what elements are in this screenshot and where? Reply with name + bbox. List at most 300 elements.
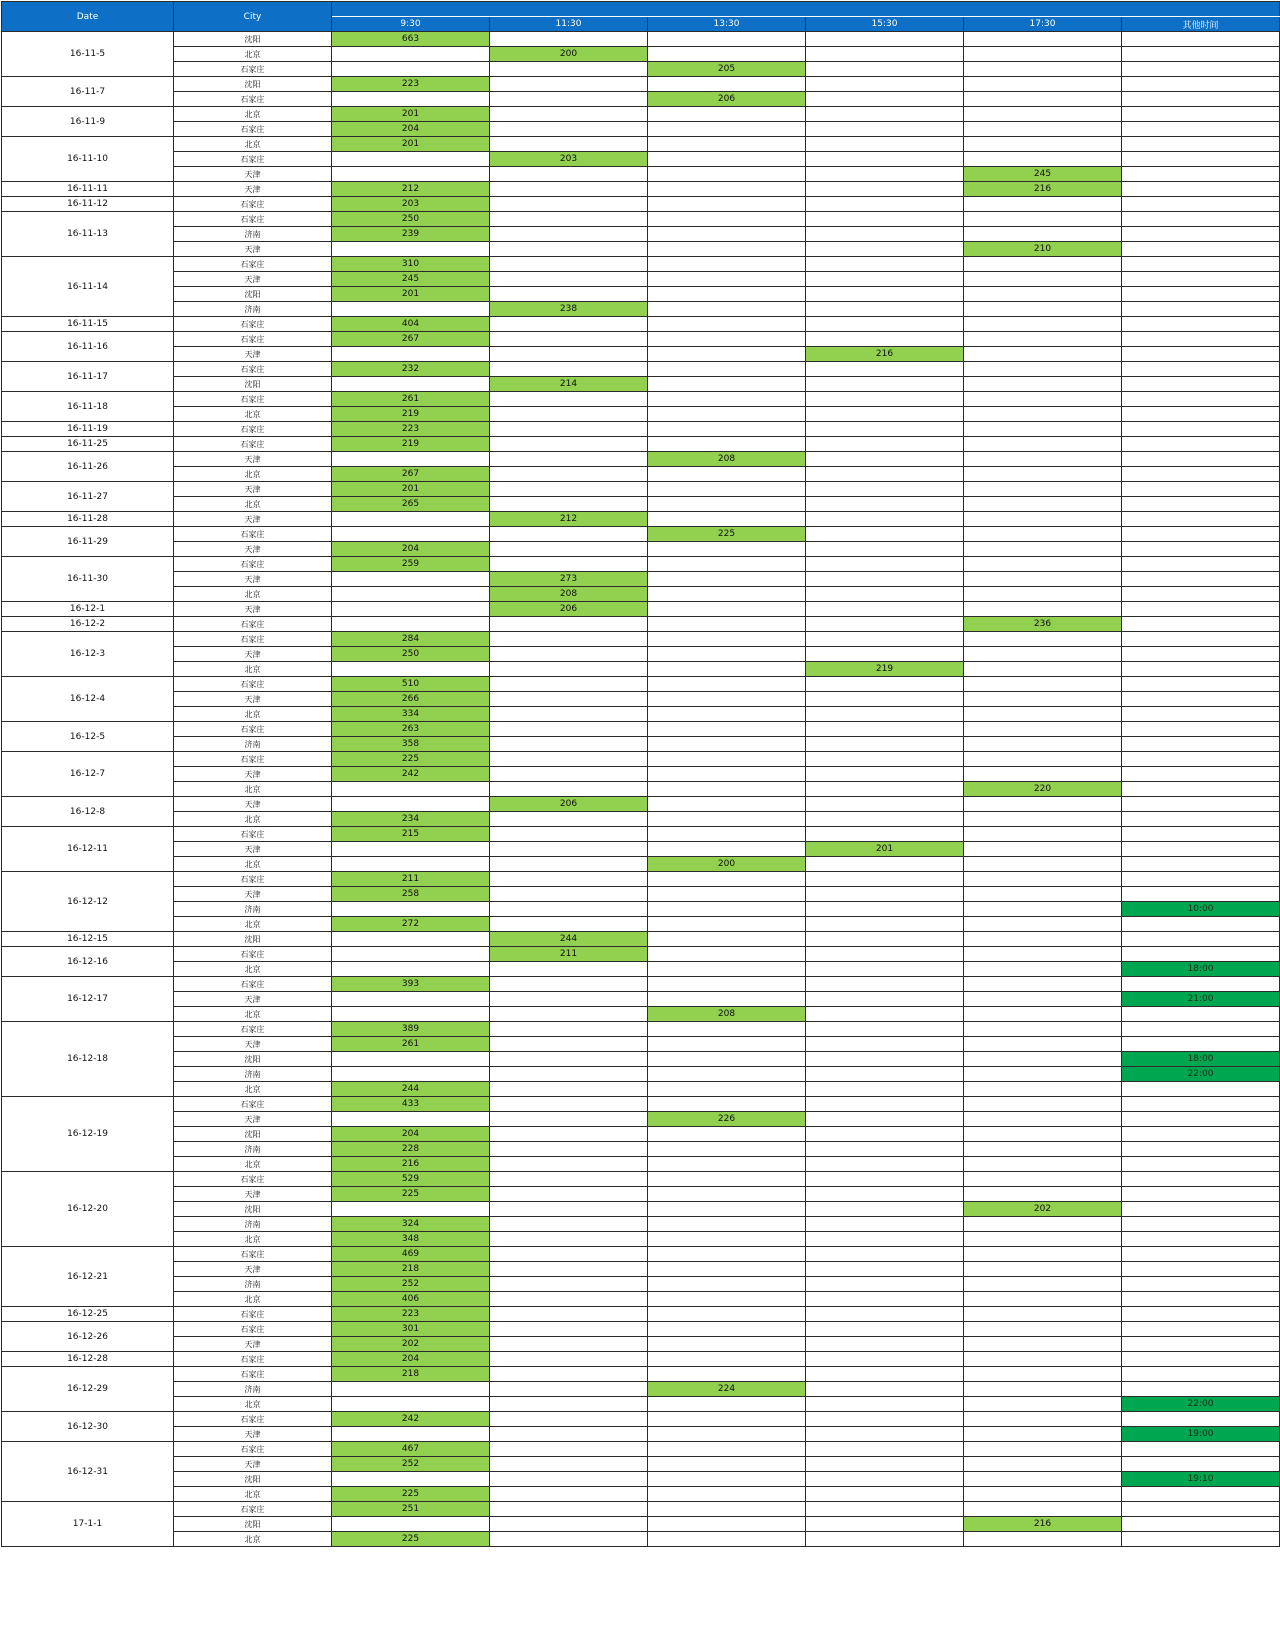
empty-cell[interactable] (648, 1277, 806, 1292)
empty-cell[interactable] (806, 1472, 964, 1487)
date-cell[interactable]: 16-11-11 (2, 182, 174, 197)
empty-cell[interactable] (1122, 512, 1280, 527)
empty-cell[interactable] (1122, 1232, 1280, 1247)
empty-cell[interactable] (648, 767, 806, 782)
value-cell[interactable]: 208 (648, 1007, 806, 1022)
empty-cell[interactable] (964, 272, 1122, 287)
date-cell[interactable]: 16-11-5 (2, 32, 174, 77)
city-cell[interactable]: 天津 (174, 887, 332, 902)
city-cell[interactable]: 石家庄 (174, 722, 332, 737)
value-cell[interactable]: 200 (490, 47, 648, 62)
empty-cell[interactable] (806, 1382, 964, 1397)
empty-cell[interactable] (332, 1007, 490, 1022)
empty-cell[interactable] (490, 407, 648, 422)
city-cell[interactable]: 北京 (174, 47, 332, 62)
empty-cell[interactable] (1122, 1352, 1280, 1367)
empty-cell[interactable] (1122, 1022, 1280, 1037)
empty-cell[interactable] (806, 1517, 964, 1532)
empty-cell[interactable] (332, 167, 490, 182)
empty-cell[interactable] (1122, 647, 1280, 662)
empty-cell[interactable] (648, 752, 806, 767)
empty-cell[interactable] (648, 347, 806, 362)
value-cell[interactable]: 208 (490, 587, 648, 602)
empty-cell[interactable] (648, 182, 806, 197)
empty-cell[interactable] (1122, 872, 1280, 887)
empty-cell[interactable] (806, 647, 964, 662)
date-cell[interactable]: 16-11-10 (2, 137, 174, 182)
empty-cell[interactable] (490, 1502, 648, 1517)
empty-cell[interactable] (490, 467, 648, 482)
empty-cell[interactable] (490, 827, 648, 842)
empty-cell[interactable] (490, 122, 648, 137)
empty-cell[interactable] (1122, 1202, 1280, 1217)
empty-cell[interactable] (490, 482, 648, 497)
empty-cell[interactable] (332, 527, 490, 542)
city-cell[interactable]: 石家庄 (174, 677, 332, 692)
city-cell[interactable]: 北京 (174, 1532, 332, 1547)
city-cell[interactable]: 北京 (174, 1232, 332, 1247)
empty-cell[interactable] (648, 1337, 806, 1352)
empty-cell[interactable] (1122, 542, 1280, 557)
empty-cell[interactable] (964, 1487, 1122, 1502)
empty-cell[interactable] (964, 1007, 1122, 1022)
empty-cell[interactable] (964, 1142, 1122, 1157)
empty-cell[interactable] (964, 977, 1122, 992)
empty-cell[interactable] (1122, 77, 1280, 92)
empty-cell[interactable] (490, 767, 648, 782)
empty-cell[interactable] (648, 1247, 806, 1262)
value-cell[interactable]: 224 (648, 1382, 806, 1397)
empty-cell[interactable] (490, 1157, 648, 1172)
empty-cell[interactable] (806, 1457, 964, 1472)
empty-cell[interactable] (1122, 332, 1280, 347)
empty-cell[interactable] (648, 242, 806, 257)
date-cell[interactable]: 16-11-29 (2, 527, 174, 557)
empty-cell[interactable] (964, 92, 1122, 107)
empty-cell[interactable] (332, 587, 490, 602)
empty-cell[interactable] (648, 1322, 806, 1337)
empty-cell[interactable] (964, 257, 1122, 272)
empty-cell[interactable] (648, 1442, 806, 1457)
empty-cell[interactable] (490, 1112, 648, 1127)
empty-cell[interactable] (490, 977, 648, 992)
empty-cell[interactable] (964, 1472, 1122, 1487)
date-cell[interactable]: 16-12-11 (2, 827, 174, 872)
empty-cell[interactable] (806, 482, 964, 497)
empty-cell[interactable] (648, 1307, 806, 1322)
empty-cell[interactable] (964, 302, 1122, 317)
empty-cell[interactable] (332, 602, 490, 617)
city-cell[interactable]: 石家庄 (174, 332, 332, 347)
empty-cell[interactable] (648, 407, 806, 422)
value-cell[interactable]: 252 (332, 1277, 490, 1292)
date-cell[interactable]: 16-12-16 (2, 947, 174, 977)
empty-cell[interactable] (806, 332, 964, 347)
empty-cell[interactable] (1122, 1247, 1280, 1262)
date-cell[interactable]: 16-11-16 (2, 332, 174, 362)
empty-cell[interactable] (806, 212, 964, 227)
other-time-cell[interactable]: 10:00 (1122, 902, 1280, 917)
empty-cell[interactable] (964, 1337, 1122, 1352)
empty-cell[interactable] (964, 452, 1122, 467)
empty-cell[interactable] (964, 1187, 1122, 1202)
date-cell[interactable]: 16-12-28 (2, 1352, 174, 1367)
city-cell[interactable]: 沈阳 (174, 932, 332, 947)
time-header-1330[interactable]: 13:30 (648, 17, 806, 32)
empty-cell[interactable] (332, 152, 490, 167)
empty-cell[interactable] (648, 437, 806, 452)
other-time-cell[interactable]: 22:00 (1122, 1397, 1280, 1412)
date-cell[interactable]: 16-11-9 (2, 107, 174, 137)
empty-cell[interactable] (1122, 407, 1280, 422)
date-cell[interactable]: 16-12-17 (2, 977, 174, 1022)
city-cell[interactable]: 北京 (174, 857, 332, 872)
empty-cell[interactable] (648, 992, 806, 1007)
empty-cell[interactable] (806, 287, 964, 302)
empty-cell[interactable] (806, 1097, 964, 1112)
empty-cell[interactable] (332, 902, 490, 917)
empty-cell[interactable] (648, 572, 806, 587)
empty-cell[interactable] (490, 1292, 648, 1307)
empty-cell[interactable] (490, 1082, 648, 1097)
empty-cell[interactable] (806, 947, 964, 962)
empty-cell[interactable] (806, 797, 964, 812)
empty-cell[interactable] (806, 512, 964, 527)
value-cell[interactable]: 204 (332, 542, 490, 557)
value-cell[interactable]: 244 (332, 1082, 490, 1097)
value-cell[interactable]: 225 (332, 1532, 490, 1547)
empty-cell[interactable] (1122, 632, 1280, 647)
empty-cell[interactable] (806, 452, 964, 467)
empty-cell[interactable] (806, 1412, 964, 1427)
empty-cell[interactable] (1122, 977, 1280, 992)
empty-cell[interactable] (490, 497, 648, 512)
empty-cell[interactable] (1122, 1292, 1280, 1307)
city-cell[interactable]: 天津 (174, 1037, 332, 1052)
empty-cell[interactable] (648, 122, 806, 137)
empty-cell[interactable] (648, 887, 806, 902)
empty-cell[interactable] (490, 1472, 648, 1487)
empty-cell[interactable] (964, 1397, 1122, 1412)
empty-cell[interactable] (1122, 32, 1280, 47)
empty-cell[interactable] (332, 992, 490, 1007)
empty-cell[interactable] (648, 1217, 806, 1232)
empty-cell[interactable] (964, 137, 1122, 152)
date-cell[interactable]: 16-12-8 (2, 797, 174, 827)
city-cell[interactable]: 北京 (174, 497, 332, 512)
empty-cell[interactable] (806, 182, 964, 197)
value-cell[interactable]: 218 (332, 1262, 490, 1277)
empty-cell[interactable] (648, 197, 806, 212)
empty-cell[interactable] (1122, 377, 1280, 392)
empty-cell[interactable] (648, 827, 806, 842)
empty-cell[interactable] (806, 62, 964, 77)
city-cell[interactable]: 北京 (174, 137, 332, 152)
date-cell[interactable]: 16-11-14 (2, 257, 174, 317)
empty-cell[interactable] (964, 857, 1122, 872)
empty-cell[interactable] (964, 152, 1122, 167)
empty-cell[interactable] (964, 1502, 1122, 1517)
date-cell[interactable]: 16-12-2 (2, 617, 174, 632)
empty-cell[interactable] (964, 1052, 1122, 1067)
empty-cell[interactable] (648, 1352, 806, 1367)
value-cell[interactable]: 212 (490, 512, 648, 527)
value-cell[interactable]: 324 (332, 1217, 490, 1232)
city-cell[interactable]: 石家庄 (174, 977, 332, 992)
empty-cell[interactable] (490, 1232, 648, 1247)
empty-cell[interactable] (964, 1022, 1122, 1037)
empty-cell[interactable] (806, 557, 964, 572)
empty-cell[interactable] (806, 197, 964, 212)
empty-cell[interactable] (648, 1502, 806, 1517)
empty-cell[interactable] (1122, 107, 1280, 122)
city-cell[interactable]: 沈阳 (174, 1127, 332, 1142)
date-cell[interactable]: 16-12-26 (2, 1322, 174, 1352)
empty-cell[interactable] (806, 887, 964, 902)
empty-cell[interactable] (648, 362, 806, 377)
value-cell[interactable]: 201 (332, 107, 490, 122)
empty-cell[interactable] (1122, 1502, 1280, 1517)
empty-cell[interactable] (806, 497, 964, 512)
value-cell[interactable]: 215 (332, 827, 490, 842)
empty-cell[interactable] (964, 362, 1122, 377)
empty-cell[interactable] (490, 857, 648, 872)
empty-cell[interactable] (490, 1367, 648, 1382)
empty-cell[interactable] (490, 1532, 648, 1547)
empty-cell[interactable] (806, 467, 964, 482)
empty-cell[interactable] (490, 212, 648, 227)
empty-cell[interactable] (1122, 92, 1280, 107)
empty-cell[interactable] (1122, 122, 1280, 137)
city-cell[interactable]: 沈阳 (174, 77, 332, 92)
empty-cell[interactable] (1122, 572, 1280, 587)
empty-cell[interactable] (806, 77, 964, 92)
empty-cell[interactable] (332, 47, 490, 62)
empty-cell[interactable] (648, 137, 806, 152)
empty-cell[interactable] (1122, 1097, 1280, 1112)
empty-cell[interactable] (964, 902, 1122, 917)
city-cell[interactable]: 石家庄 (174, 62, 332, 77)
empty-cell[interactable] (806, 227, 964, 242)
empty-cell[interactable] (648, 1202, 806, 1217)
empty-cell[interactable] (490, 1322, 648, 1337)
empty-cell[interactable] (964, 812, 1122, 827)
city-cell[interactable]: 天津 (174, 512, 332, 527)
empty-cell[interactable] (1122, 1322, 1280, 1337)
empty-cell[interactable] (1122, 1307, 1280, 1322)
value-cell[interactable]: 201 (332, 137, 490, 152)
empty-cell[interactable] (1122, 692, 1280, 707)
value-cell[interactable]: 259 (332, 557, 490, 572)
empty-cell[interactable] (806, 932, 964, 947)
city-cell[interactable]: 沈阳 (174, 1202, 332, 1217)
empty-cell[interactable] (1122, 662, 1280, 677)
city-cell[interactable]: 石家庄 (174, 122, 332, 137)
empty-cell[interactable] (332, 1382, 490, 1397)
empty-cell[interactable] (964, 377, 1122, 392)
empty-cell[interactable] (490, 182, 648, 197)
empty-cell[interactable] (1122, 272, 1280, 287)
empty-cell[interactable] (648, 512, 806, 527)
empty-cell[interactable] (648, 542, 806, 557)
city-cell[interactable]: 天津 (174, 992, 332, 1007)
city-cell[interactable]: 北京 (174, 707, 332, 722)
city-cell[interactable]: 天津 (174, 1262, 332, 1277)
city-cell[interactable]: 北京 (174, 467, 332, 482)
city-cell[interactable]: 北京 (174, 1007, 332, 1022)
empty-cell[interactable] (1122, 782, 1280, 797)
empty-cell[interactable] (648, 707, 806, 722)
city-cell[interactable]: 北京 (174, 782, 332, 797)
empty-cell[interactable] (1122, 167, 1280, 182)
city-cell[interactable]: 石家庄 (174, 392, 332, 407)
empty-cell[interactable] (964, 32, 1122, 47)
empty-cell[interactable] (490, 1052, 648, 1067)
empty-cell[interactable] (648, 1412, 806, 1427)
empty-cell[interactable] (964, 197, 1122, 212)
empty-cell[interactable] (332, 1112, 490, 1127)
city-cell[interactable]: 沈阳 (174, 1052, 332, 1067)
value-cell[interactable]: 251 (332, 1502, 490, 1517)
value-cell[interactable]: 250 (332, 647, 490, 662)
empty-cell[interactable] (490, 1007, 648, 1022)
other-time-cell[interactable]: 21:00 (1122, 992, 1280, 1007)
empty-cell[interactable] (332, 377, 490, 392)
empty-cell[interactable] (332, 932, 490, 947)
empty-cell[interactable] (806, 1232, 964, 1247)
empty-cell[interactable] (648, 272, 806, 287)
value-cell[interactable]: 225 (332, 752, 490, 767)
empty-cell[interactable] (964, 1382, 1122, 1397)
empty-cell[interactable] (648, 77, 806, 92)
empty-cell[interactable] (648, 167, 806, 182)
city-cell[interactable]: 天津 (174, 272, 332, 287)
empty-cell[interactable] (332, 452, 490, 467)
city-cell[interactable]: 天津 (174, 1457, 332, 1472)
empty-cell[interactable] (1122, 1007, 1280, 1022)
value-cell[interactable]: 663 (332, 32, 490, 47)
city-cell[interactable]: 石家庄 (174, 752, 332, 767)
empty-cell[interactable] (964, 482, 1122, 497)
empty-cell[interactable] (806, 857, 964, 872)
value-cell[interactable]: 211 (490, 947, 648, 962)
city-cell[interactable]: 北京 (174, 917, 332, 932)
city-cell[interactable]: 济南 (174, 737, 332, 752)
empty-cell[interactable] (1122, 1337, 1280, 1352)
city-cell[interactable]: 石家庄 (174, 827, 332, 842)
empty-cell[interactable] (648, 917, 806, 932)
empty-cell[interactable] (964, 1082, 1122, 1097)
empty-cell[interactable] (332, 347, 490, 362)
empty-cell[interactable] (806, 137, 964, 152)
time-header-1130[interactable]: 11:30 (490, 17, 648, 32)
empty-cell[interactable] (648, 587, 806, 602)
value-cell[interactable]: 469 (332, 1247, 490, 1262)
value-cell[interactable]: 261 (332, 392, 490, 407)
value-cell[interactable]: 225 (648, 527, 806, 542)
empty-cell[interactable] (1122, 437, 1280, 452)
value-cell[interactable]: 272 (332, 917, 490, 932)
empty-cell[interactable] (490, 272, 648, 287)
empty-cell[interactable] (490, 332, 648, 347)
empty-cell[interactable] (1122, 182, 1280, 197)
empty-cell[interactable] (964, 1217, 1122, 1232)
date-cell[interactable]: 16-11-28 (2, 512, 174, 527)
empty-cell[interactable] (1122, 827, 1280, 842)
empty-cell[interactable] (490, 92, 648, 107)
empty-cell[interactable] (806, 962, 964, 977)
empty-cell[interactable] (490, 1187, 648, 1202)
city-cell[interactable]: 济南 (174, 1067, 332, 1082)
empty-cell[interactable] (648, 1142, 806, 1157)
value-cell[interactable]: 216 (964, 182, 1122, 197)
empty-cell[interactable] (648, 632, 806, 647)
date-cell[interactable]: 16-12-29 (2, 1367, 174, 1412)
empty-cell[interactable] (648, 812, 806, 827)
empty-cell[interactable] (1122, 452, 1280, 467)
value-cell[interactable]: 201 (332, 287, 490, 302)
empty-cell[interactable] (1122, 62, 1280, 77)
empty-cell[interactable] (964, 1247, 1122, 1262)
empty-cell[interactable] (964, 1262, 1122, 1277)
empty-cell[interactable] (806, 1247, 964, 1262)
empty-cell[interactable] (806, 1442, 964, 1457)
city-cell[interactable]: 石家庄 (174, 1442, 332, 1457)
empty-cell[interactable] (1122, 557, 1280, 572)
city-cell[interactable]: 沈阳 (174, 1517, 332, 1532)
city-cell[interactable]: 石家庄 (174, 527, 332, 542)
empty-cell[interactable] (806, 407, 964, 422)
empty-cell[interactable] (490, 692, 648, 707)
empty-cell[interactable] (806, 32, 964, 47)
empty-cell[interactable] (964, 1067, 1122, 1082)
empty-cell[interactable] (1122, 362, 1280, 377)
empty-cell[interactable] (806, 377, 964, 392)
date-cell[interactable]: 16-11-30 (2, 557, 174, 602)
city-cell[interactable]: 石家庄 (174, 212, 332, 227)
empty-cell[interactable] (806, 572, 964, 587)
empty-cell[interactable] (490, 242, 648, 257)
empty-cell[interactable] (332, 1202, 490, 1217)
empty-cell[interactable] (806, 317, 964, 332)
empty-cell[interactable] (490, 782, 648, 797)
empty-cell[interactable] (648, 662, 806, 677)
value-cell[interactable]: 219 (332, 437, 490, 452)
empty-cell[interactable] (806, 1157, 964, 1172)
empty-cell[interactable] (806, 1307, 964, 1322)
empty-cell[interactable] (806, 767, 964, 782)
city-cell[interactable]: 石家庄 (174, 1022, 332, 1037)
empty-cell[interactable] (964, 722, 1122, 737)
empty-cell[interactable] (648, 392, 806, 407)
empty-cell[interactable] (1122, 602, 1280, 617)
empty-cell[interactable] (1122, 1157, 1280, 1172)
empty-cell[interactable] (490, 437, 648, 452)
empty-cell[interactable] (490, 1487, 648, 1502)
empty-cell[interactable] (1122, 917, 1280, 932)
empty-cell[interactable] (1122, 722, 1280, 737)
empty-cell[interactable] (964, 737, 1122, 752)
empty-cell[interactable] (964, 1277, 1122, 1292)
city-cell[interactable]: 天津 (174, 1427, 332, 1442)
time-header-other[interactable]: 其他时间 (1122, 17, 1280, 32)
city-header[interactable]: City (174, 2, 332, 32)
value-cell[interactable]: 201 (332, 482, 490, 497)
empty-cell[interactable] (964, 1037, 1122, 1052)
empty-cell[interactable] (1122, 422, 1280, 437)
city-cell[interactable]: 石家庄 (174, 362, 332, 377)
empty-cell[interactable] (332, 662, 490, 677)
